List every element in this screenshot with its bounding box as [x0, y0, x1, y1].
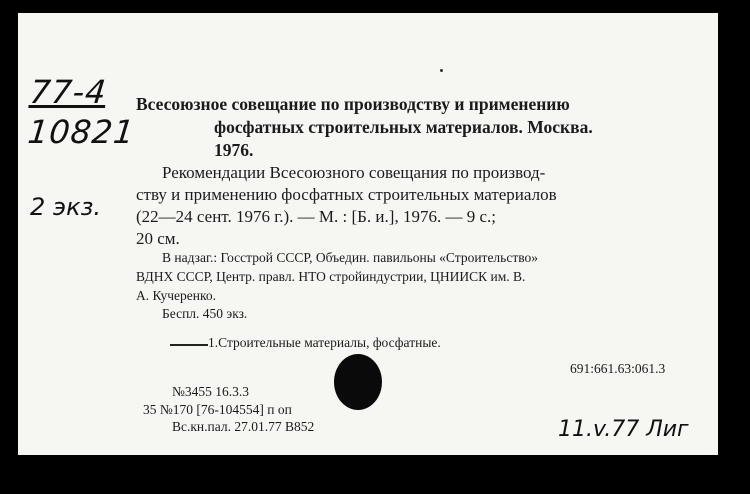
handwritten-code-top: 77-4 [28, 73, 109, 111]
print-run: Беспл. 450 экз. [162, 306, 248, 321]
note-line2: ВДНХ СССР, Центр. правл. НТО стройиндустрии, ЦНИИСК им. В. [136, 269, 526, 284]
handwritten-side-note: 2 экз. [30, 193, 101, 221]
description-line2: ству и применению фосфатных строительных материалов [136, 185, 557, 204]
punch-hole [334, 354, 382, 410]
note-line1: В надзаг.: Госстрой СССР, Объедин. павильоны «Строительство» [162, 250, 539, 265]
registry-line2: 35 №170 [76-104554] п оп [143, 402, 292, 417]
registry-line3: Вс.кн.пал. 27.01.77 В852 [172, 419, 315, 434]
handwritten-code-bottom: 10821 [26, 113, 137, 151]
card-title-line3: 1976. [214, 140, 254, 160]
description-line3: (22—24 сент. 1976 г.). — М. : [Б. и.], 1976. — 9 с.; [136, 207, 496, 226]
handwritten-date-signature: 11.v.77 Лиг [558, 417, 689, 442]
note-line3: А. Кучеренко. [136, 288, 216, 303]
subject-dash [170, 344, 208, 346]
description-line1: Рекомендации Всесоюзного совещания по производ- [162, 163, 546, 182]
card-title-line2: фосфатных строительных материалов. Москва. [214, 117, 593, 137]
description-line4: 20 см. [136, 229, 180, 248]
udc-code: 691:661.63:061.3 [570, 361, 666, 376]
ink-speck [440, 69, 443, 72]
card-title-line1: Всесоюзное совещание по производству и применению [136, 94, 570, 114]
registry-line1: №3455 16.3.3 [172, 384, 250, 399]
subject-heading: 1.Строительные материалы, фосфатные. [208, 335, 441, 350]
catalog-card [18, 13, 718, 455]
